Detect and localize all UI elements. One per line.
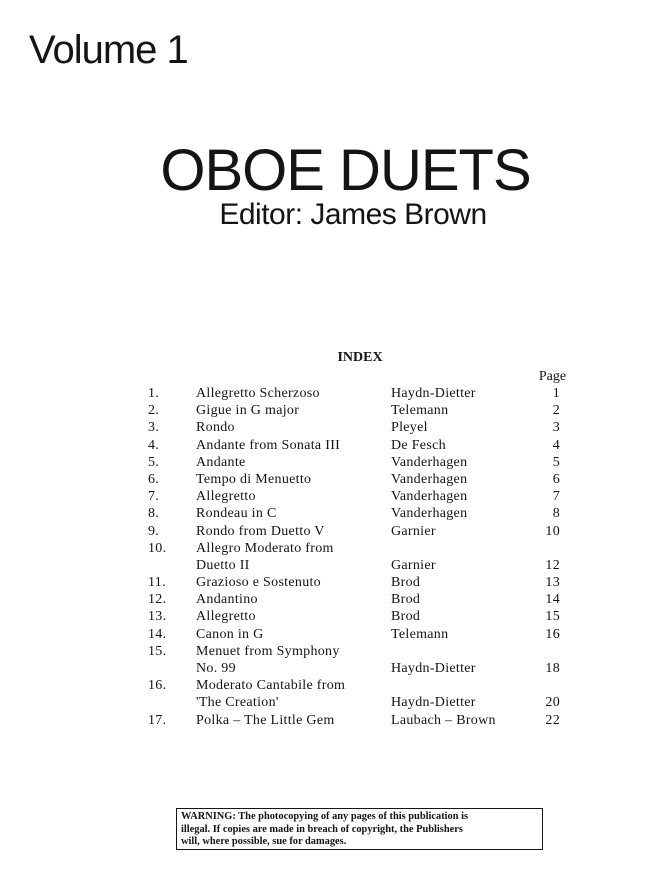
piece-title: Polka – The Little Gem (196, 712, 335, 728)
index-number: 16. (148, 678, 167, 694)
index-number: 15. (148, 643, 167, 659)
index-number: 5. (148, 454, 160, 470)
index-list (0, 385, 653, 729)
composer-name: Brod (391, 609, 421, 625)
index-row (0, 694, 653, 711)
composer-name: Pleyel (391, 420, 428, 436)
page-number: 16 (545, 626, 560, 642)
page-number: 5 (552, 454, 560, 470)
volume-label: Volume 1 (29, 28, 188, 72)
page-column-heading: Page (538, 369, 567, 384)
index-number: 4. (148, 437, 160, 453)
page-number: 3 (552, 420, 560, 436)
composer-name: Haydn-Dietter (391, 661, 476, 676)
composer-name: Telemann (391, 403, 449, 419)
composer-name: Telemann (391, 626, 449, 642)
index-number: 10. (148, 540, 167, 556)
piece-title: Allegretto Scherzoso (196, 386, 320, 401)
copyright-warning-box (176, 808, 543, 850)
index-row (0, 454, 653, 471)
index-number: 2. (148, 403, 160, 419)
composer-name: Haydn-Dietter (391, 695, 476, 711)
index-row (0, 540, 653, 557)
page-number: 12 (545, 557, 560, 573)
page-number: 18 (545, 661, 560, 676)
warning-line: will, where possible, sue for damages. (181, 836, 347, 847)
index-row (0, 608, 653, 625)
page-number: 20 (545, 695, 560, 711)
index-row (0, 712, 653, 729)
index-row (0, 471, 653, 488)
page-number: 10 (545, 523, 560, 539)
piece-title: Allegro Moderato from (196, 540, 334, 556)
piece-title: Rondo from Duetto V (196, 523, 325, 539)
index-row (0, 385, 653, 402)
index-row (0, 523, 653, 540)
composer-name: Haydn-Dietter (391, 386, 476, 401)
composer-name: Vanderhagen (391, 506, 468, 522)
piece-title: Rondeau in C (196, 506, 277, 522)
piece-title: No. 99 (196, 661, 236, 676)
index-number: 11. (148, 575, 166, 591)
page-number: 22 (545, 712, 560, 728)
page-number: 4 (552, 437, 560, 453)
piece-title: Tempo di Menuetto (196, 471, 312, 487)
page-number: 13 (545, 575, 560, 591)
page-number: 6 (552, 471, 560, 487)
index-row (0, 488, 653, 505)
composer-name: De Fesch (391, 437, 446, 453)
warning-line: illegal. If copies are made in breach of copyright, the Publishers (181, 823, 463, 835)
page-number: 7 (552, 489, 560, 505)
piece-title: Menuet from Symphony (196, 643, 340, 659)
index-row (0, 419, 653, 436)
index-row (0, 643, 653, 660)
index-number: 12. (148, 592, 167, 608)
piece-title: Moderato Cantabile from (196, 678, 346, 694)
composer-name: Laubach – Brown (391, 712, 496, 728)
index-number: 3. (148, 420, 160, 436)
page-number: 14 (545, 592, 560, 608)
index-number: 9. (148, 523, 160, 539)
page-number: 8 (552, 506, 560, 522)
index-row (0, 591, 653, 608)
page-number: 2 (552, 403, 560, 419)
piece-title: Andantino (196, 592, 258, 608)
index-row (0, 557, 653, 574)
piece-title: Andante (196, 454, 246, 470)
piece-title: Grazioso e Sostenuto (196, 575, 321, 591)
composer-name: Garnier (391, 523, 436, 539)
piece-title: 'The Creation' (196, 695, 279, 711)
index-row (0, 660, 653, 677)
piece-title: Gigue in G major (196, 403, 300, 419)
piece-title: Allegretto (196, 489, 256, 505)
index-row (0, 505, 653, 522)
index-row (0, 574, 653, 591)
page-number: 1 (552, 386, 560, 401)
index-number: 1. (148, 386, 160, 401)
document-title: OBOE DUETS (160, 138, 531, 203)
index-number: 17. (148, 712, 167, 728)
composer-name: Vanderhagen (391, 489, 468, 505)
index-heading: INDEX (337, 350, 383, 365)
composer-name: Brod (391, 592, 421, 608)
composer-name: Garnier (391, 557, 436, 573)
piece-title: Rondo (196, 420, 235, 436)
piece-title: Canon in G (196, 626, 264, 642)
composer-name: Brod (391, 575, 421, 591)
index-number: 13. (148, 609, 167, 625)
piece-title: Andante from Sonata III (196, 437, 341, 453)
composer-name: Vanderhagen (391, 454, 468, 470)
index-row (0, 626, 653, 643)
editor-credit: Editor: James Brown (219, 198, 487, 231)
index-number: 7. (148, 489, 160, 505)
index-row (0, 677, 653, 694)
piece-title: Duetto II (196, 557, 250, 573)
composer-name: Vanderhagen (391, 471, 468, 487)
index-number: 8. (148, 506, 160, 522)
index-row (0, 437, 653, 454)
warning-line: WARNING: The photocopying of any pages of this publication is (181, 811, 469, 822)
page-number: 15 (545, 609, 560, 625)
piece-title: Allegretto (196, 609, 256, 625)
index-row (0, 402, 653, 419)
index-number: 6. (148, 471, 160, 487)
index-number: 14. (148, 626, 167, 642)
